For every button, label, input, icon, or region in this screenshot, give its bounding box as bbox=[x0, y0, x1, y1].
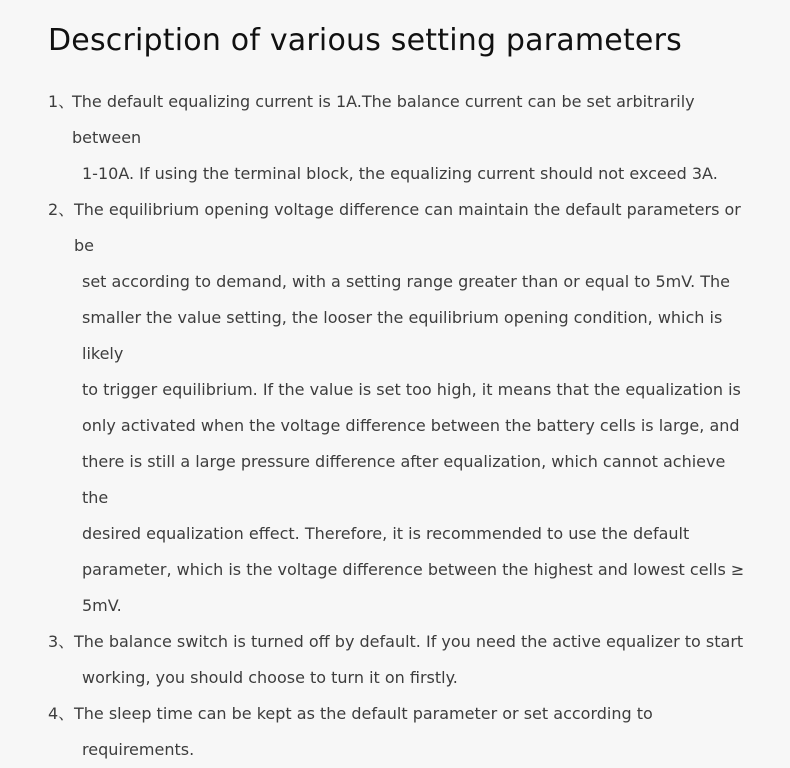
page-title: Description of various setting parameters bbox=[48, 23, 682, 58]
item-line: The default equalizing current is 1A.The balance current can be set arbitrarily between bbox=[72, 92, 695, 147]
list-item-4 bbox=[48, 696, 750, 768]
item-line: desired equalization effect. Therefore, it is recommended to use the default bbox=[82, 524, 690, 543]
item-number: 1、 bbox=[48, 92, 75, 111]
item-line: to trigger equilibrium. If the value is set too high, it means that the equalization is bbox=[82, 380, 741, 399]
list-item-3 bbox=[48, 624, 750, 696]
item-line: The sleep time can be kept as the default parameter or set according to bbox=[74, 704, 653, 723]
item-line: 5mV. bbox=[82, 596, 122, 615]
item-line: requirements. bbox=[82, 740, 195, 759]
list-item-2 bbox=[48, 192, 750, 624]
item-number: 4、 bbox=[48, 704, 75, 723]
item-number: 3、 bbox=[48, 632, 75, 651]
item-number: 2、 bbox=[48, 200, 75, 219]
item-line: set according to demand, with a setting range greater than or equal to 5mV. The bbox=[82, 272, 731, 291]
item-line: only activated when the voltage difference between the battery cells is large, and bbox=[82, 416, 740, 435]
item-line: The equilibrium opening voltage difference can maintain the default parameters or be bbox=[74, 200, 741, 255]
item-line: 1-10A. If using the terminal block, the equalizing current should not exceed 3A. bbox=[82, 164, 718, 183]
list-item-1 bbox=[48, 84, 750, 192]
item-line: The balance switch is turned off by default. If you need the active equalizer to start bbox=[74, 632, 744, 651]
item-line: parameter, which is the voltage difference between the highest and lowest cells ≥ bbox=[82, 560, 745, 579]
item-line: smaller the value setting, the looser the equilibrium opening condition, which is likely bbox=[82, 308, 723, 363]
parameter-list bbox=[48, 84, 750, 768]
item-line: working, you should choose to turn it on firstly. bbox=[82, 668, 458, 687]
item-line: there is still a large pressure difference after equalization, which cannot achieve the bbox=[82, 452, 726, 507]
